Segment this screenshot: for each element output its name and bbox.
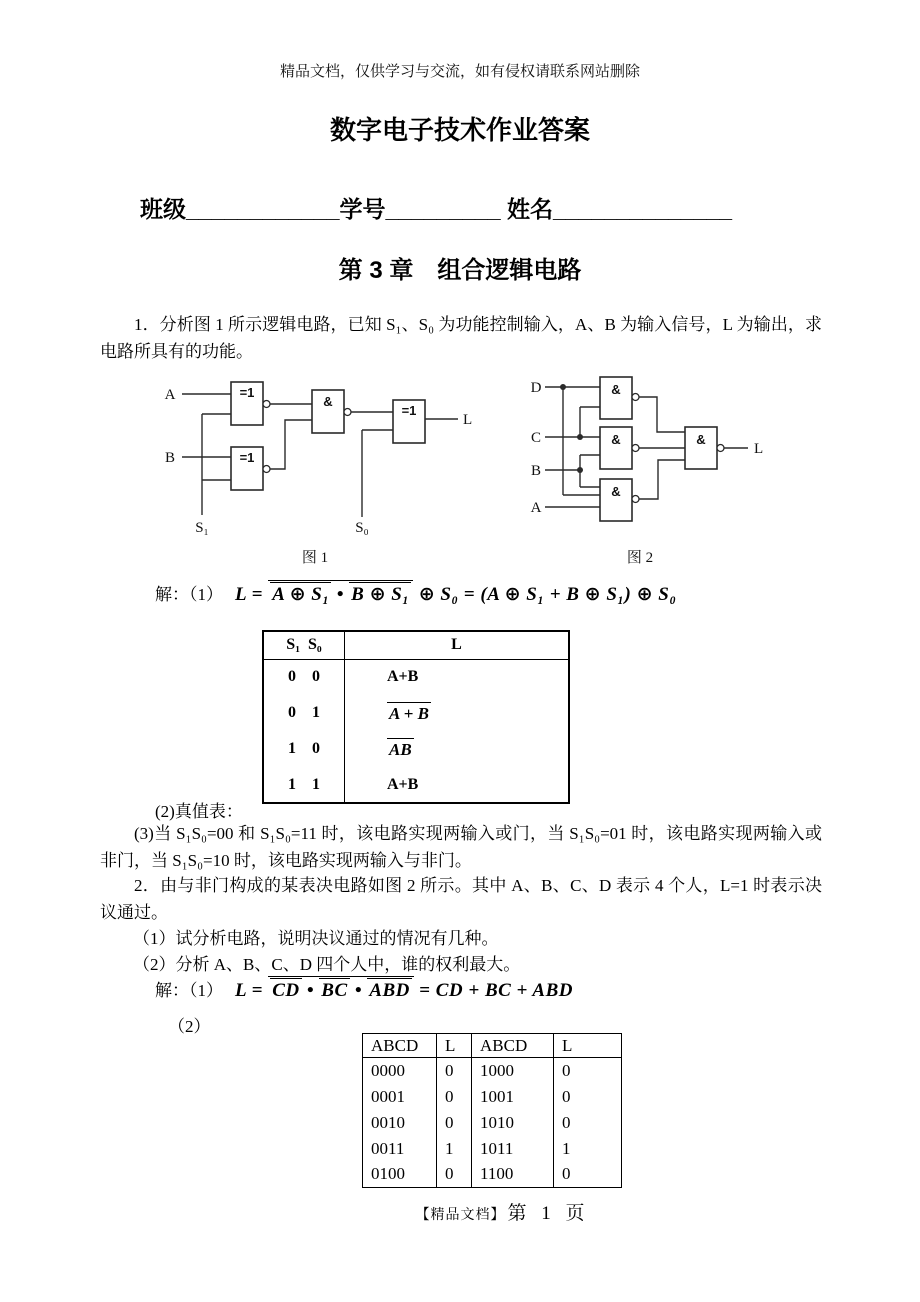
cell-l: 0 [562, 1112, 571, 1132]
figure-2-caption: 图 2 [626, 550, 654, 566]
copyright-notice: 精品文档，仅供学习与交流，如有侵权请联系网站删除 [279, 64, 640, 80]
cell-s1s0: 0 0 [263, 659, 345, 695]
document-title: 数字电子技术作业答案 [329, 115, 590, 145]
inversion-bubble-icon [344, 409, 351, 416]
item-2-label: （2） [168, 1017, 211, 1036]
junction-dot [577, 434, 583, 440]
xor-gate-symbol: =1 [401, 403, 417, 418]
table-row [363, 1084, 622, 1110]
xnor-gate-symbol: =1 [239, 385, 255, 400]
cell-l: 0 [437, 1110, 472, 1136]
and-gate-symbol: & [696, 432, 706, 447]
table-row [363, 1058, 622, 1084]
inversion-bubble-icon [632, 445, 639, 452]
cell-l: A+B [387, 668, 419, 686]
junction-dot [560, 384, 566, 390]
inversion-bubble-icon [263, 466, 270, 473]
chapter-heading: 第 3 章 组合逻辑电路 [338, 257, 582, 284]
cell-abcd: 0010 [363, 1110, 437, 1136]
fig1-wires [182, 394, 458, 517]
footer-watermark: 【精品文档】 [415, 1208, 506, 1223]
label-input-s1: S₁ [195, 520, 209, 536]
and-gate-symbol: & [611, 382, 621, 397]
cell-l: A+B [387, 775, 419, 793]
cell-abcd: 1001 [472, 1084, 554, 1110]
cell-abcd: 0011 [363, 1136, 437, 1162]
inversion-bubble-icon [632, 496, 639, 503]
truth-table-2 [362, 1033, 622, 1188]
problem-2-q2: （2）分析 A、B、C、D 四个人中，谁的权利最大。 [133, 955, 521, 974]
cell-abcd: 0001 [363, 1084, 437, 1110]
table-row [263, 659, 569, 695]
problem-2-q1: （1）试分析电路，说明决议通过的情况有几种。 [133, 929, 499, 948]
and-gate-symbol: & [611, 484, 621, 499]
cell-abcd: 0000 [363, 1058, 437, 1084]
label-output-l: L [754, 441, 764, 457]
solution-2-formula: L = CD • BC • ABD = CD + BC + ABD [235, 976, 573, 1002]
table-header-row [363, 1034, 622, 1058]
problem-2-text: 2．由与非门构成的某表决电路如图 2 所示。其中 A、B、C、D 表示 4 个人，L=1 时表示决议通过。 [100, 876, 822, 922]
and-gate-symbol: & [611, 432, 621, 447]
col-header-l: L [345, 631, 570, 659]
gate-xnor-1 [231, 382, 270, 425]
page-footer [40, 1198, 920, 1225]
cell-l: 0 [437, 1058, 472, 1084]
figure-2-circuit [500, 372, 820, 572]
cell-l: 0 [437, 1084, 472, 1110]
table-row [363, 1162, 622, 1188]
label-input-s0: S₀ [355, 520, 369, 536]
cell-s1s0: 1 0 [263, 731, 345, 767]
solution-label: 解：（1） [155, 981, 223, 1000]
xnor-gate-symbol: =1 [239, 450, 255, 465]
col-header-s1s0: S₁ S₀ [263, 631, 345, 659]
cell-l: A + B [389, 704, 429, 723]
label-input-a: A [530, 500, 542, 516]
label-input-c: C [530, 430, 542, 446]
solution-1-formula: L = A ⊕ S₁ • B ⊕ S₁ ⊕ S₀ = (A ⊕ S₁ + B ⊕ S₁) ⊕ S₀ [235, 580, 677, 606]
label-input-b: B [530, 463, 542, 479]
cell-abcd: 1010 [472, 1110, 554, 1136]
gate-nand-2 [600, 427, 639, 469]
label-input-d: D [530, 380, 542, 396]
cell-l: 0 [562, 1060, 571, 1080]
cell-l: 0 [562, 1164, 571, 1184]
table-header-row [263, 631, 569, 659]
figure-1-circuit [150, 372, 480, 572]
junction-dot [577, 467, 583, 473]
solution-1-line [155, 580, 677, 606]
student-info-line: 班级____________学号_________ 姓名______________ [140, 196, 733, 222]
col-header-abcd: ABCD [363, 1034, 437, 1058]
table-row [363, 1110, 622, 1136]
label-input-a: A [164, 387, 176, 403]
col-header-abcd: ABCD [472, 1034, 554, 1058]
cell-l: AB [389, 740, 412, 759]
gate-nand-out [685, 427, 724, 469]
inversion-bubble-icon [632, 394, 639, 401]
cell-l: 0 [562, 1086, 571, 1106]
analysis-note: (3)当 S₁S₀=00 和 S₁S₀=11 时，该电路实现两输入或门，当 S₁S₀=01 时，该电路实现两输入或非门，当 S₁S₀=10 时，该电路实现两输入与非门。 [100, 824, 822, 870]
solution-label: 解：（1） [155, 585, 223, 604]
inversion-bubble-icon [263, 401, 270, 408]
table-row [263, 767, 569, 803]
table-row [263, 731, 569, 767]
cell-l: 0 [437, 1162, 472, 1188]
col-header-l: L [554, 1034, 622, 1058]
table-row [263, 695, 569, 731]
table-row [363, 1136, 622, 1162]
gate-nand-1 [600, 377, 639, 419]
truth-table-1 [262, 630, 570, 804]
solution-2-line [155, 976, 573, 1002]
label-output-l: L [463, 412, 473, 428]
footer-page-number: 第 1 页 [507, 1203, 585, 1224]
label-input-b: B [164, 450, 176, 466]
cell-l: 1 [562, 1138, 571, 1158]
truth-table-note: (2)真值表： [155, 802, 243, 821]
gate-xnor-2 [231, 447, 270, 490]
inversion-bubble-icon [717, 445, 724, 452]
cell-abcd: 1100 [472, 1162, 554, 1188]
gate-nand [312, 390, 351, 433]
and-gate-symbol: & [323, 394, 333, 409]
col-header-l: L [437, 1034, 472, 1058]
cell-abcd: 0100 [363, 1162, 437, 1188]
gate-xor-out [393, 400, 425, 443]
cell-s1s0: 0 1 [263, 695, 345, 731]
gate-nand-3 [600, 479, 639, 521]
cell-s1s0: 1 1 [263, 767, 345, 803]
cell-abcd: 1011 [472, 1136, 554, 1162]
cell-l: 1 [437, 1136, 472, 1162]
cell-abcd: 1000 [472, 1058, 554, 1084]
figure-1-caption: 图 1 [301, 550, 329, 566]
problem-1-text: 1．分析图 1 所示逻辑电路，已知 S₁、S₀ 为功能控制输入，A、B 为输入信号，L 为输出，求电路所具有的功能。 [100, 315, 822, 361]
